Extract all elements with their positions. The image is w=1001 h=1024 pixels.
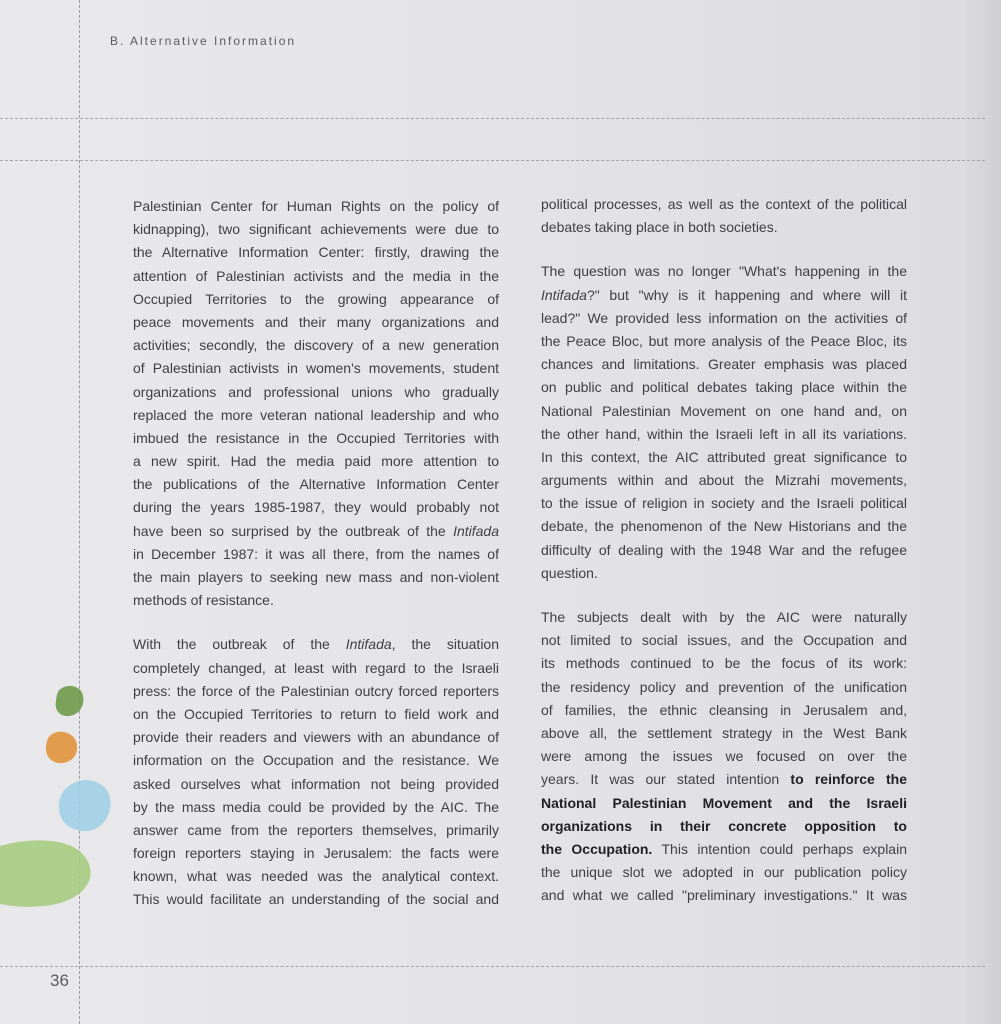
green-dot-shape [56, 686, 84, 716]
text-line: on public and political debates taking place within the [541, 379, 907, 396]
text-segment: , the situation [391, 636, 499, 653]
light-green-patch-decoration [0, 838, 94, 910]
text-line: a new spirit. Had the media paid more attention to [133, 453, 499, 470]
text-line: difficulty of dealing with the 1948 War and the refugee [541, 541, 907, 558]
blue-dot-shape [59, 780, 111, 831]
text-segment: years. It was our stated intention [541, 771, 791, 788]
text-line: its methods continued to be the focus of its work: [541, 655, 907, 672]
text-line: during the years 1985-1987, they would probably not [133, 499, 499, 516]
page-edge-shadow [961, 0, 1001, 1024]
bold-text: organizations in their concrete opposition to [541, 817, 907, 834]
text-line: answer came from the reporters themselves, primarily [133, 821, 499, 838]
bold-text: the Occupation. [541, 840, 653, 857]
text-line: debate, the phenomenon of the New Historians and the [541, 518, 907, 535]
italic-term: Intifada [541, 286, 587, 303]
text-line: the residency policy and prevention of the unification [541, 678, 907, 695]
green-dot-decoration [54, 684, 86, 718]
text-line: press: the force of the Palestinian outcry forced reporters [133, 682, 499, 699]
text-segment: This intention could perhaps explain [652, 840, 907, 857]
text-segment: ?" but "why is it happening and where will it [586, 286, 907, 303]
text-line [133, 520, 499, 543]
text-line: This would facilitate an understanding of the social and [133, 891, 499, 908]
text-line [541, 792, 907, 815]
left-paragraph-2 [133, 633, 499, 911]
right-paragraph-1 [541, 193, 907, 239]
text-line: of Palestinian activists in women's movements, student [133, 360, 499, 377]
text-line: arguments within and about the Mizrahi movements, [541, 472, 907, 489]
text-line: attention of Palestinian activists and the media in the [133, 267, 499, 284]
text-line: not limited to social issues, and the Occupation and [541, 632, 907, 649]
text-line: chances and limitations. Greater emphasis was placed [541, 356, 907, 373]
horizontal-dashed-guide-second [0, 160, 985, 161]
text-line: methods of resistance. [133, 592, 274, 609]
text-line: the other hand, within the Israeli left in all its variations. [541, 425, 907, 442]
right-paragraph-3 [541, 606, 907, 907]
text-line: and what we called "preliminary investigations." It was [541, 887, 907, 904]
text-line: the Peace Bloc, but more analysis of the Peace Bloc, its [541, 332, 907, 349]
text-line: foreign reporters staying in Jerusalem: the facts were [133, 845, 499, 862]
bold-text: National Palestinian Movement and the Israeli [541, 794, 907, 811]
running-head: B. Alternative Information [110, 34, 297, 48]
light-green-patch-shape [0, 840, 91, 906]
text-line: political processes, as well as the context of the political [541, 196, 907, 212]
text-line: in December 1987: it was all there, from the names of [133, 545, 499, 562]
text-line: completely changed, at least with regard to the Israeli [133, 659, 499, 676]
text-line: known, what was needed was the analytical context. [133, 868, 499, 885]
left-paragraph-1 [133, 195, 499, 612]
text-line: kidnapping), two significant achievements were due to [133, 221, 499, 238]
text-line: The question was no longer "What's happening in the [541, 263, 907, 280]
orange-dot-decoration [44, 730, 80, 766]
text-line: lead?" We provided less information on the activities of [541, 309, 907, 326]
text-line: activities; secondly, the discovery of a new generation [133, 337, 499, 354]
horizontal-dashed-guide-top [0, 118, 985, 119]
text-line: National Palestinian Movement on one hand and, on [541, 402, 907, 419]
blue-dot-decoration [56, 778, 114, 834]
text-segment: With the outbreak of the [133, 636, 346, 653]
text-line: Occupied Territories to the growing appearance of [133, 290, 499, 307]
text-line: on the Occupied Territories to return to field work and [133, 705, 499, 722]
text-line: above all, the settlement strategy in the West Bank [541, 724, 907, 741]
text-line: to the issue of religion in society and the Israeli political [541, 495, 907, 512]
page-number: 36 [50, 971, 69, 990]
text-line: by the mass media could be provided by the AIC. The [133, 798, 499, 815]
text-line: provide their readers and viewers with an abundance of [133, 729, 499, 746]
text-line: Palestinian Center for Human Rights on the policy of [133, 198, 499, 214]
text-line [541, 284, 907, 307]
text-line: imbued the resistance in the Occupied Territories with [133, 429, 499, 446]
text-line [133, 633, 499, 656]
text-line: The subjects dealt with by the AIC were naturally [541, 609, 907, 625]
text-line [541, 815, 907, 838]
text-line [541, 838, 907, 861]
text-line: of families, the ethnic cleansing in Jerusalem and, [541, 701, 907, 718]
text-line: the unique slot we adopted in our publication policy [541, 864, 907, 881]
right-paragraph-2 [541, 260, 907, 585]
italic-term: Intifada [453, 522, 499, 539]
text-line: question. [541, 564, 598, 581]
text-line: replaced the more veteran national leadership and who [133, 406, 499, 423]
text-line: information on the Occupation and the resistance. We [133, 752, 499, 769]
text-line: asked ourselves what information not being provided [133, 775, 499, 792]
text-line: the main players to seeking new mass and non-violent [133, 569, 499, 585]
text-line: In this context, the AIC attributed great significance to [541, 448, 907, 465]
text-line [541, 768, 907, 791]
text-line: the Alternative Information Center: firstly, drawing the [133, 244, 499, 261]
orange-dot-shape [46, 732, 77, 763]
horizontal-dashed-guide-bottom [0, 966, 985, 967]
right-column [541, 193, 907, 928]
text-line: the publications of the Alternative Information Center [133, 476, 499, 493]
text-line: organizations and professional unions who gradually [133, 383, 499, 400]
text-line: peace movements and their many organizations and [133, 313, 499, 330]
text-line: were among the issues we focused on over the [541, 748, 907, 765]
text-segment: have been so surprised by the outbreak of the [133, 522, 454, 539]
italic-term: Intifada [345, 636, 392, 653]
text-line: debates taking place in both societies. [541, 219, 778, 236]
left-column [133, 195, 499, 933]
bold-text: to reinforce the [790, 771, 907, 788]
